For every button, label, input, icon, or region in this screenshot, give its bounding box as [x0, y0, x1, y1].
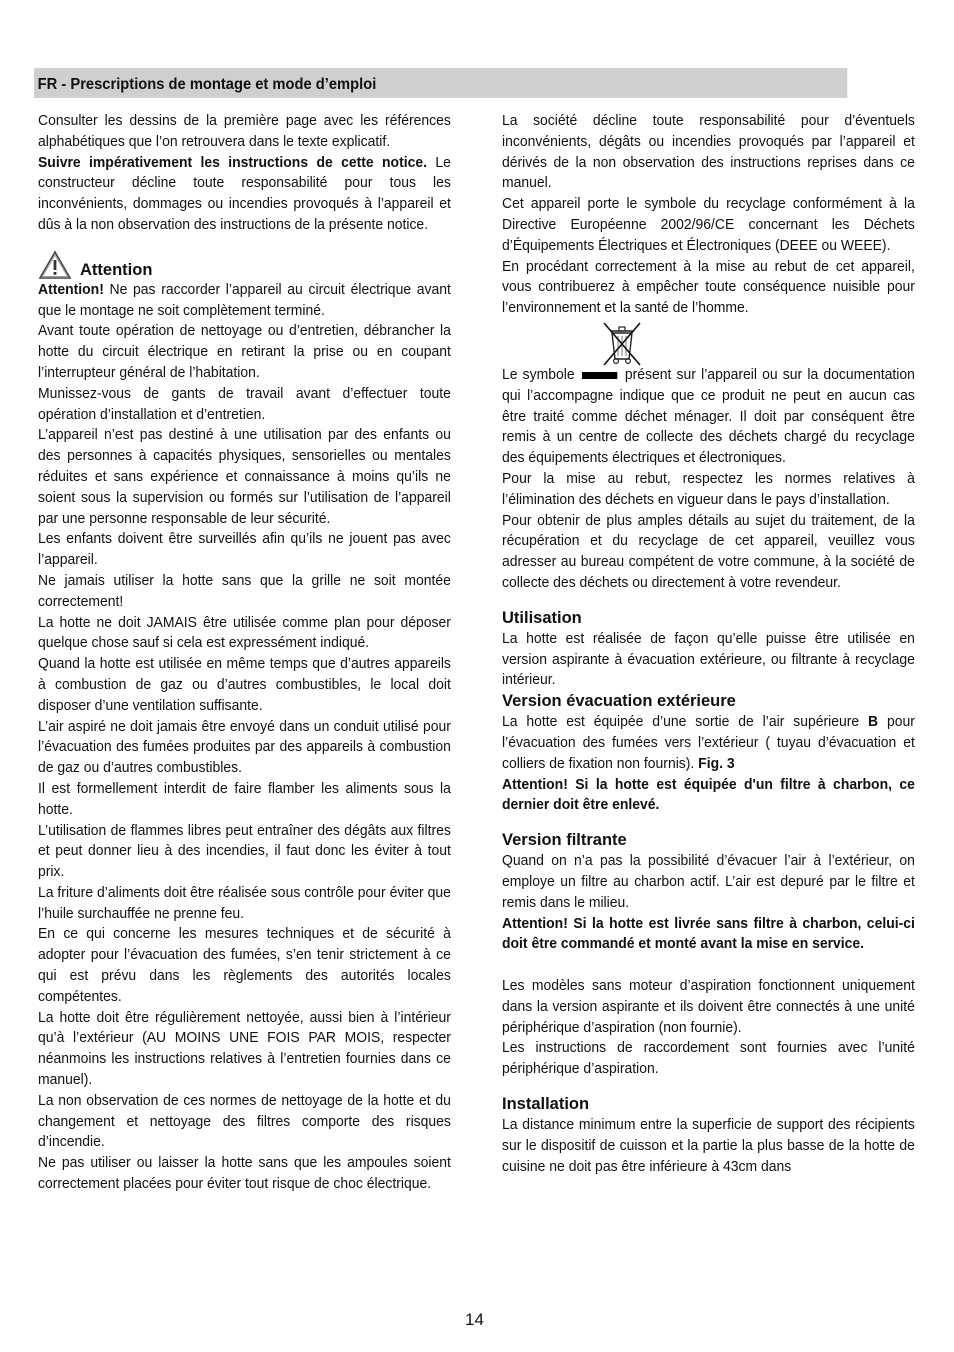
intro-notice-text: Le constructeur décline toute responsabilité pour tous les inconvénients, dommages ou incendies provoqués à l’appareil et dûs à la non observation des instructions de la présente notice. [38, 153, 451, 233]
left-paragraph [38, 280, 451, 322]
crossed-bin-icon [600, 319, 644, 367]
left-paragraph: Munissez-vous de gants de travail avant d’effectuer toute opération d’installation et d’entretien. [38, 384, 451, 423]
external-version-warning: Attention! Si la hotte est équipée d'un filtre à charbon, ce dernier doit être enlevé. [502, 775, 915, 814]
symbol-bar-icon [582, 372, 617, 379]
filter-version-title: Version filtrante [502, 831, 627, 850]
page-number: 14 [465, 1310, 484, 1329]
utilisation-title: Utilisation [502, 608, 582, 627]
ext-text-c: pour l’évacuation des fumées vers l’extérieur ( tuyau d’évacuation et colliers de fixation non fournis). [502, 713, 915, 772]
left-paragraph: La non observation de ces normes de nettoyage de la hotte et du changement et nettoyage des filtres comporte des risques d’incendie. [38, 1091, 451, 1151]
attention-heading [38, 250, 451, 280]
installation-text: La distance minimum entre la superficie de support des récipients sur le dispositif de cuisson et la partie la plus basse de la hotte de cuisine ne doit pas être inférieure à 43cm dans [502, 1116, 915, 1175]
section-header [34, 68, 847, 98]
left-paragraph: L’utilisation de flammes libres peut entraîner des dégâts aux filtres et peut donner lieu à des incendies, il faut donc les éviter à tout prix. [38, 821, 451, 881]
intro-paragraph: Consulter les dessins de la première page avec les références alphabétiques que l’on retrouvera dans le texte explicatif. [38, 112, 451, 150]
right-paragraph: Cet appareil porte le symbole du recyclage conformément à la Directive Européenne 2002/96/CE concernant les Déchets d’Équipements Électriques et Électroniques (DEEE ou WEEE). [502, 195, 915, 254]
right-column [502, 111, 915, 1177]
left-paragraph: L’air aspiré ne doit jamais être envoyé dans un conduit utilisé pour l’évacuation des fumées produites par des appareils à combustion de gaz ou d’autres combustibles. [38, 717, 451, 777]
models-paragraph: Les instructions de raccordement sont fournies avec l’unité périphérique d’aspiration. [502, 1039, 915, 1078]
left-paragraph: Avant toute opération de nettoyage ou d’entretien, débrancher la hotte du circuit électrique en retirant la prise ou en coupant l’interrupteur général de l’habitation. [38, 322, 451, 381]
left-column [38, 111, 451, 1195]
weee-symbol-area [502, 319, 915, 365]
right-paragraph: Pour la mise au rebut, respectez les normes relatives à l’élimination des déchets en vigueur dans le pays d’installation. [502, 469, 915, 508]
right-paragraph: Pour obtenir de plus amples détails au sujet du traitement, de la récupération et du recyclage de cet appareil, veuillez vous adresser au bureau compétent de votre commune, à la société de collecte des déchets ou directement à votre revendeur. [502, 511, 915, 591]
symbol-paragraph [502, 365, 915, 469]
left-paragraph: La friture d’aliments doit être réalisée sous contrôle pour éviter que l’huile surchauffée ne prenne feu. [38, 883, 451, 922]
attention-bold: Attention! [38, 280, 104, 298]
left-paragraph: En ce qui concerne les mesures techniques et de sécurité à adopter pour l’évacuation des fumées, s’en tenir strictement à ce qui est prévu dans les règlements des autorités locales compétentes. [38, 925, 451, 1005]
section-title: FR - Prescriptions de montage et mode d’emploi [37, 76, 377, 93]
left-paragraph: La hotte doit être régulièrement nettoyée, aussi bien à l’intérieur qu’à l’extérieur (AU MOINS UNE FOIS PAR MOIS, respecter néanmoins les instructions relatives à l’entretien fournies dans ce manuel). [38, 1008, 451, 1089]
left-paragraph: Ne pas utiliser ou laisser la hotte sans que les ampoules soient correctement placées pour éviter tout risque de choc électrique. [38, 1154, 451, 1193]
intro-notice-paragraph [38, 153, 451, 236]
external-version-title: Version évacuation extérieure [502, 692, 736, 711]
symbol-text-start: Le symbole [502, 365, 575, 383]
attention-title: Attention [80, 260, 153, 279]
ext-text-b: B [867, 713, 879, 731]
warning-triangle-icon [38, 250, 72, 280]
utilisation-text: La hotte est réalisée de façon qu’elle puisse être utilisée en version aspirante à évacuation extérieure, ou filtrante à recyclage intérieur. [502, 629, 915, 689]
models-paragraph: Les modèles sans moteur d’aspiration fonctionnent uniquement dans la version aspirante et ils doivent être connectés à une unité périphérique d’aspiration (non fournie). [502, 977, 915, 1036]
left-paragraph: Quand la hotte est utilisée en même temps que d’autres appareils à combustion de gaz ou d’autres combustibles, le local doit disposer d’une ventilation suffisante. [38, 655, 451, 714]
ext-fig-ref: Fig. 3 [698, 754, 735, 772]
right-paragraph: En procédant correctement à la mise au rebut de cet appareil, vous contribuerez à empêcher toute conséquence nuisible pour l’environnement et la santé de l’homme. [502, 257, 915, 317]
symbol-text-rest: présent sur l’appareil ou sur la documentation qui l’accompagne indique que ce produit ne peut en aucun cas être traité comme déchet ménager. Il doit par conséquent être remis à un centre de collecte des déchets chargé du recyclage des équipements électriques et électroniques. [502, 365, 915, 467]
left-paragraph: L’appareil n’est pas destiné à une utilisation par des enfants ou des personnes à capacités physiques, sensorielles ou mentales réduites et sans expérience et connaissance à moins qu’ils ne soient sous la supervision ou formés sur l’utilisation de l’appareil par une personne responsable de leur sécurité. [38, 426, 451, 527]
installation-title: Installation [502, 1095, 590, 1114]
left-paragraph: Ne jamais utiliser la hotte sans que la grille ne soit montée correctement! [38, 571, 451, 610]
right-paragraph: La société décline toute responsabilité pour d’éventuels inconvénients, dégâts ou incendies provoqués par l’appareil et dérivés de la non observation des instructions reprises dans ce manuel. [502, 112, 915, 192]
intro-notice-bold: Suivre impérativement les instructions de cette notice. [38, 153, 428, 171]
external-version-text [502, 712, 915, 774]
left-paragraph: La hotte ne doit JAMAIS être utilisée comme plan pour déposer quelque chose sauf si cela est expressément indiqué. [38, 613, 451, 652]
left-paragraph: Les enfants doivent être surveillés afin qu’ils ne jouent pas avec l’appareil. [38, 530, 451, 569]
filter-version-warning: Attention! Si la hotte est livrée sans filtre à charbon, celui-ci doit être commandé et monté avant la mise en service. [502, 914, 915, 953]
filter-version-text: Quand on n’a pas la possibilité d’évacuer l’air à l’extérieur, on employe un filtre au charbon actif. L’air est depuré par le filtre et remis dans le milieu. [502, 852, 915, 911]
attention-text: Ne pas raccorder l’appareil au circuit électrique avant que le montage ne soit complètement terminé. [38, 280, 451, 319]
ext-text-a: La hotte est équipée d’une sortie de l’air supérieure [502, 713, 868, 731]
left-paragraph: Il est formellement interdit de faire flamber les aliments sous la hotte. [38, 779, 451, 818]
